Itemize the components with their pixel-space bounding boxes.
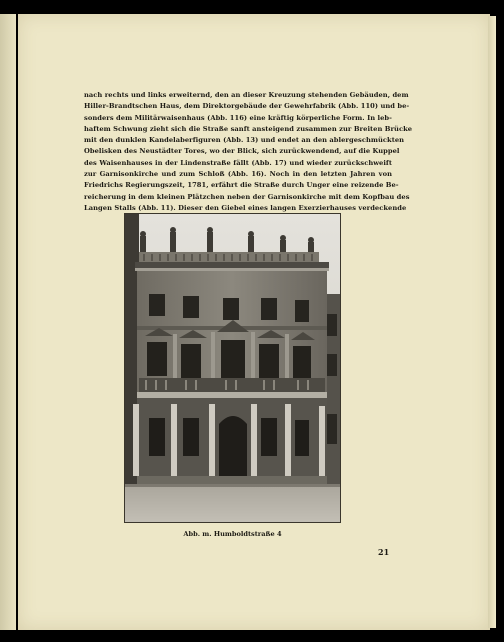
building-photograph xyxy=(124,213,341,523)
text-line: sonders dem Militärwaisenhaus (Abb. 116) eine kräftig körperliche Form. In leb- xyxy=(84,113,392,122)
text-line: reicherung in dem kleinen Plätzchen neben der Garnisonkirche mit dem Kopfbau des xyxy=(84,192,410,201)
text-line: des Waisenhauses in der Lindenstraße fällt (Abb. 17) und wieder zurückschweift xyxy=(84,158,392,167)
text-line: Langen Stalls (Abb. 11). Dieser den Giebel eines langen Exerzierhauses verdeckende xyxy=(84,203,407,212)
text-line: Friedrichs Regierungszeit, 1781, erfährt die Straße durch Unger eine reizende Be- xyxy=(84,181,399,190)
text-line: nach rechts und links erweiternd, den an dieser Kreuzung stehenden Gebäuden, dem xyxy=(84,91,409,99)
text-line: Obelisken des Neustädter Tores, wo der Blick, sich zurückwendend, auf die Kuppel xyxy=(84,147,400,156)
text-line: Hiller-Brandtschen Haus, dem Direktorgebäude der Gewehrfabrik (Abb. 110) und be- xyxy=(84,102,410,111)
text-line: mit den dunklen Kandelaberfiguren (Abb. 13) und endet an den ablergeschmückten xyxy=(84,136,405,145)
page-number: 21 xyxy=(378,547,390,557)
text-line: haftem Schwung zieht sich die Straße sanft ansteigend zusammen zur Breiten Brücke xyxy=(84,124,413,133)
text-line: zur Garnisonkirche und zum Schloß (Abb. 16). Noch in den letzten Jahren von xyxy=(84,170,392,179)
previous-page-edge xyxy=(0,14,16,630)
page-stack-edge xyxy=(488,16,496,628)
body-text xyxy=(84,90,413,214)
figure-caption: Abb. m. Humboldtstraße 4 xyxy=(183,530,282,538)
